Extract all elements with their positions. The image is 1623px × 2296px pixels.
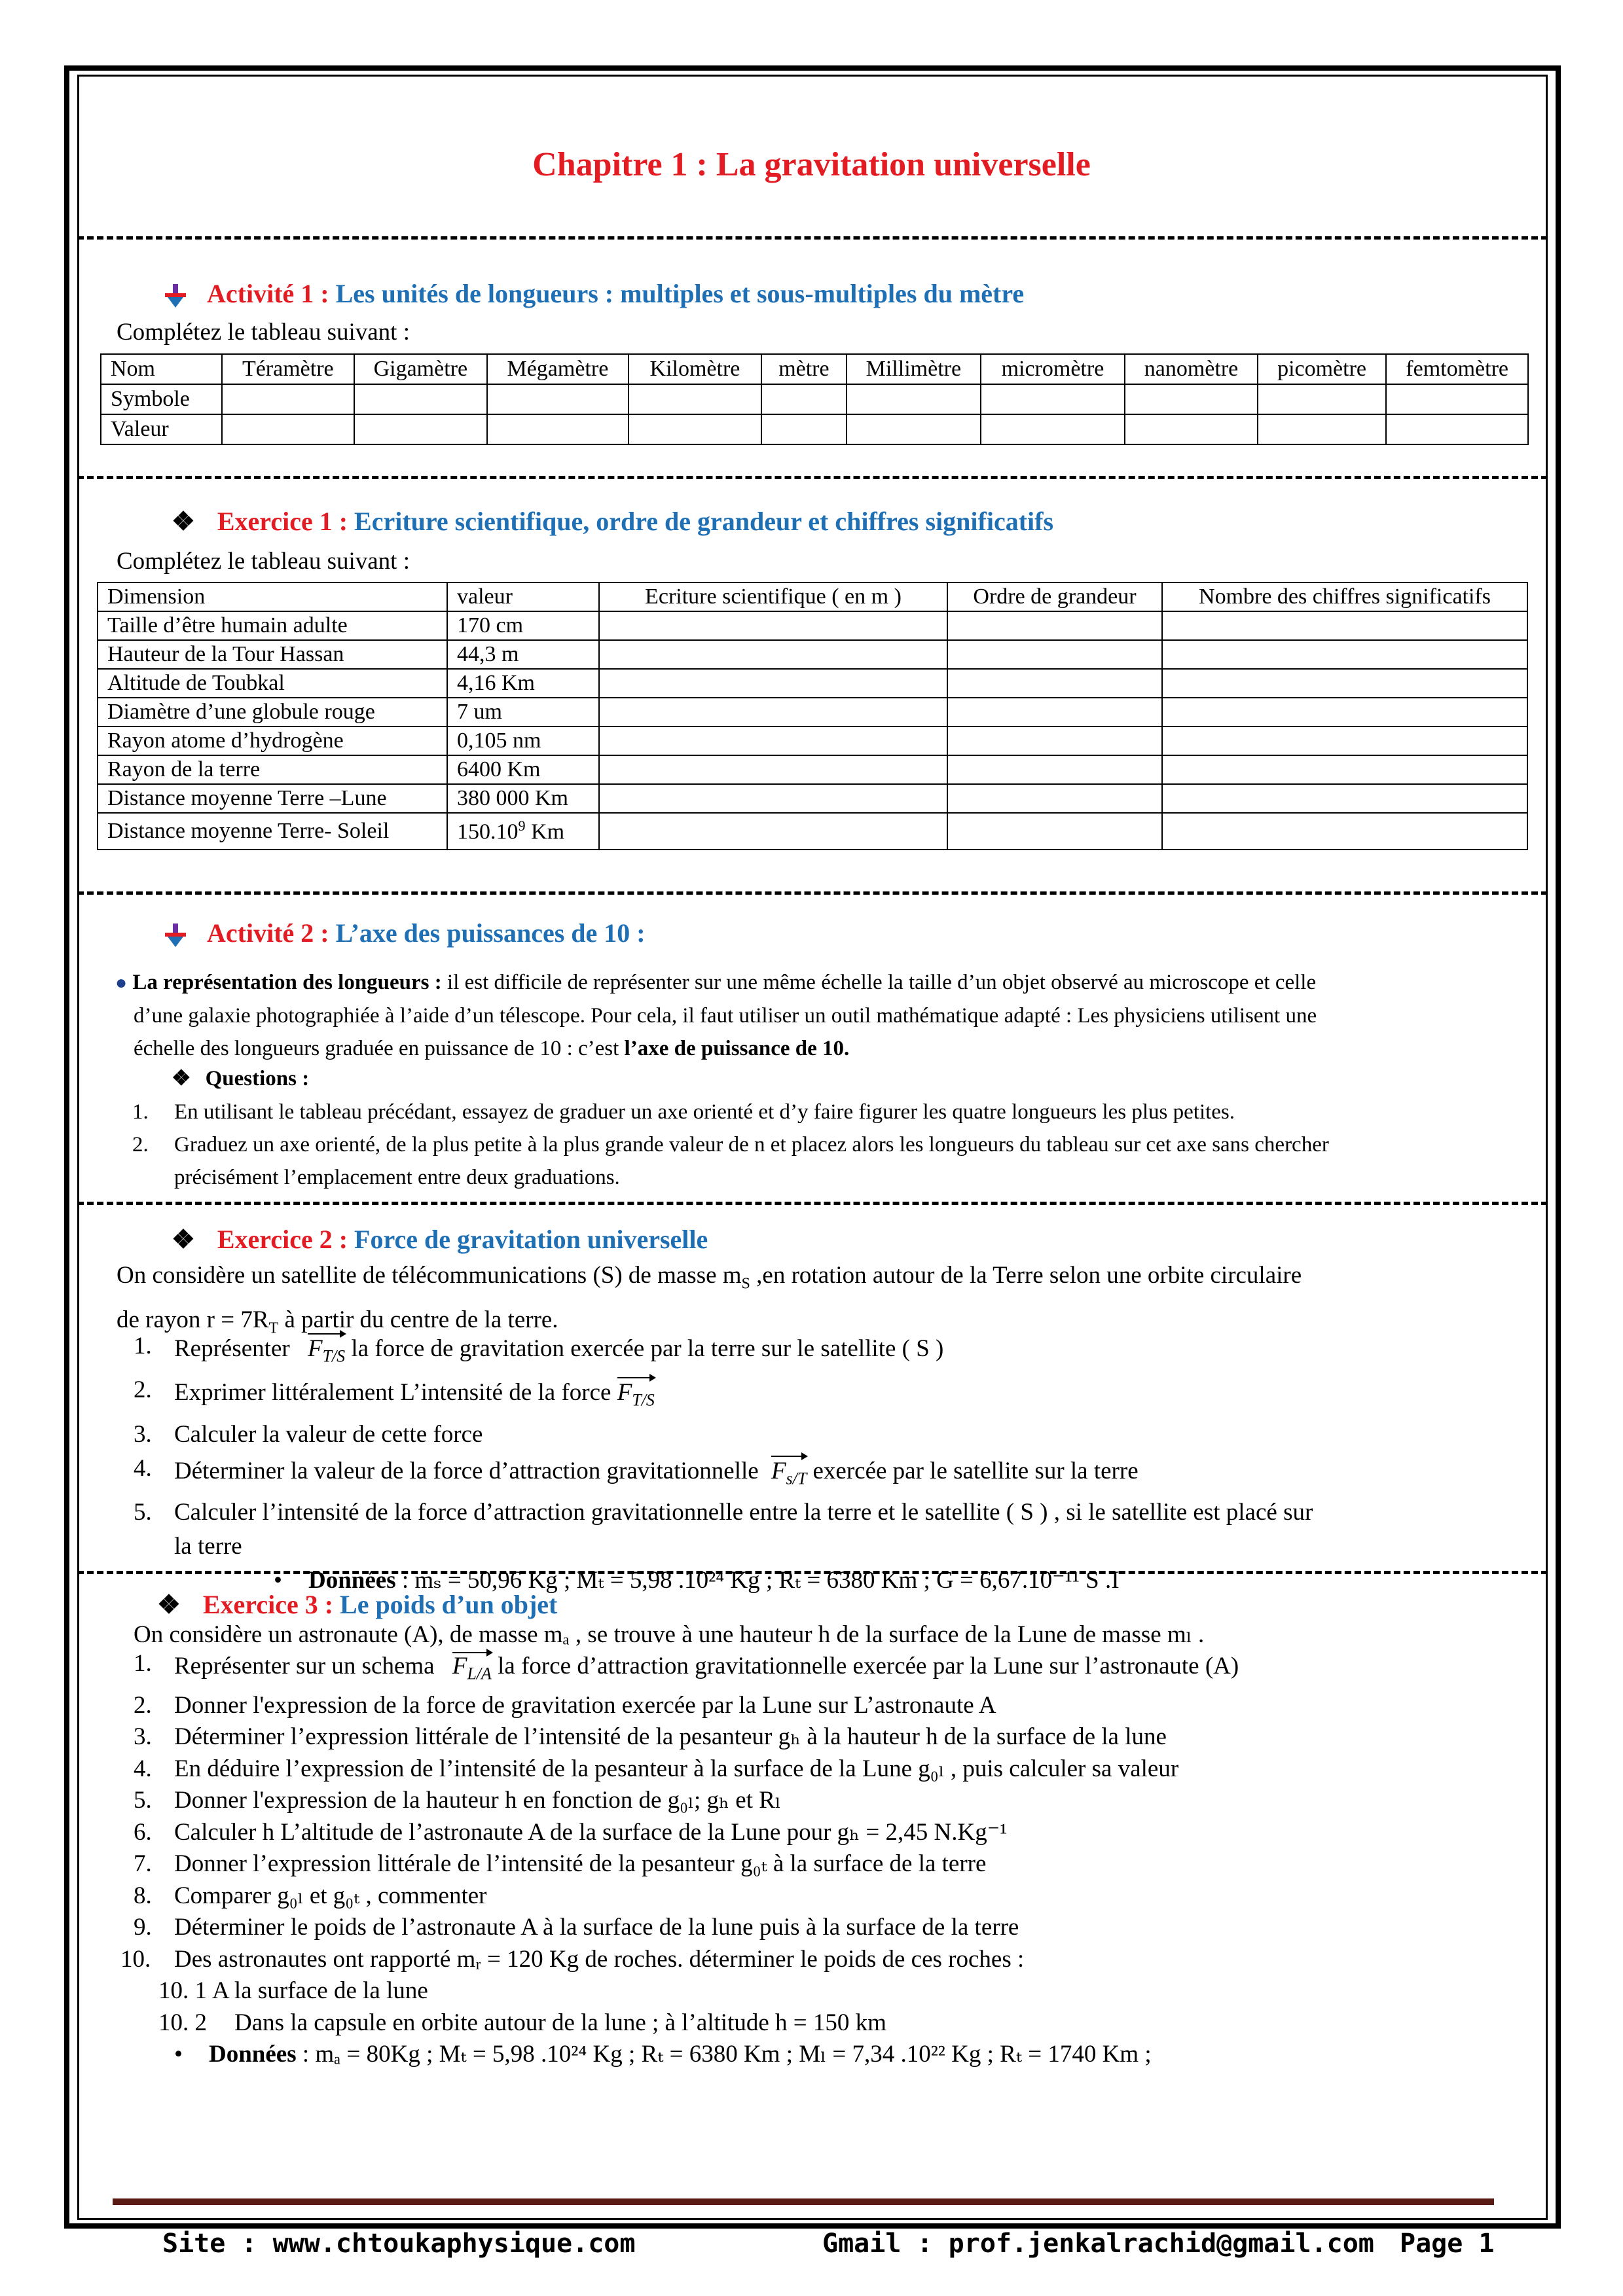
- table-cell: Taille d’être humain adulte: [98, 611, 447, 640]
- table-cell: picomètre: [1258, 354, 1387, 384]
- exercice2-heading: ❖ Exercice 2 : Force de gravitation universelle: [172, 1225, 708, 1254]
- table-cell: 150.10$^9$ Km: [447, 813, 599, 850]
- table-row: [101, 384, 1528, 414]
- questions-label: ❖ Questions :: [172, 1067, 310, 1090]
- diamond-bullet-icon: ❖: [172, 1225, 195, 1254]
- table-cell: 170 cm: [447, 611, 599, 640]
- activite2-heading: Activité 2 : L’axe des puissances de 10 :: [164, 918, 646, 948]
- table-row: [101, 414, 1528, 444]
- table-cell: Distance moyenne Terre- Soleil: [98, 813, 447, 850]
- table-row: [98, 640, 1527, 669]
- table-row: [98, 698, 1527, 726]
- section-separator: [77, 236, 1548, 240]
- table-cell: 7 um: [447, 698, 599, 726]
- table-cell: Rayon de la terre: [98, 755, 447, 784]
- diamond-bullet-icon: ❖: [172, 1067, 191, 1090]
- force-vector-la: $F_{L/A}$: [452, 1648, 492, 1690]
- exercice2-questions: 1. Représenter $F_{T/S}$ la force de gravitation exercée par la terre sur le satellite ( S ) 2. Exprimer littéralement L’intensité de la force $F_{T/S}$ 3. Calculer la valeur de cette force 4. Déterminer la valeur de la force d’attraction gravitationnelle $F_{s/T}$ exercée par le satellite sur la terre 5. Calculer l’intensité de la force d’attraction gravitationnelle entre la terre et le satellite ( S ) , si le satellite est placé sur la terre • Données : mₛ = 50,96 Kg ; Mₜ = 5,98 .10²⁴ Kg ; Rₜ = 6380 Km ; G = 6,67.10⁻¹¹ S .I: [174, 1329, 1313, 1598]
- exercice3-heading: ❖ Exercice 3 : Le poids d’un objet: [157, 1590, 558, 1619]
- table-cell: Millimètre: [847, 354, 981, 384]
- activite1-instruction: Complétez le tableau suivant :: [117, 319, 410, 346]
- table-cell: Distance moyenne Terre –Lune: [98, 784, 447, 813]
- footer-gmail: Gmail : prof.jenkalrachid@gmail.com: [822, 2229, 1374, 2259]
- column-header: Dimension: [98, 583, 447, 611]
- column-header: Ordre de grandeur: [947, 583, 1162, 611]
- table-row: [101, 354, 1528, 384]
- bullet-dot-icon: •: [274, 1567, 282, 1594]
- footer-page-number: Page 1: [1400, 2229, 1495, 2259]
- force-vector-ts: $F_{T/S}$: [617, 1373, 655, 1417]
- table-cell: nanomètre: [1125, 354, 1258, 384]
- table-cell: Altitude de Toubkal: [98, 669, 447, 698]
- table-header-row: [98, 583, 1527, 611]
- exercice3-questions: 1. Représenter sur un schema $F_{L/A}$ la force d’attraction gravitationnelle exercée par la Lune sur l’astronaute (A) 2. Donner l'expression de la force de gravitation exercée par la Lune sur L’astronaute A 3. Déterminer l’expression littérale de l’intensité de la pesanteur gₕ à la hauteur h de la surface de la lune 4. En déduire l’expression de l’intensité de la pesanteur à la surface de la Lune g₀ₗ , puis calculer sa valeur 5. Donner l'expression de la hauteur h en fonction de g₀ₗ; gₕ et Rₗ 6. Calculer h L’altitude de l’astronaute A de la surface de la Lune pour gₕ = 2,45 N.Kg⁻¹ 7. Donner l’expression littérale de l’intensité de la pesanteur g₀ₜ à la surface de la terre 8. Comparer g₀ₗ et g₀ₜ , commenter 9. Déterminer le poids de l’astronaute A à la surface de la lune puis à la surface de la terre 10. Des astronautes ont rapporté mᵣ = 120 Kg de roches. déterminer le poids de ces roches : 10. 1 A la surface de la lune 10. 2 Dans la capsule en orbite autour de la lune ; à l’altitude h = 150 km • Données : mₐ = 80Kg ; Mₜ = 5,98 .10²⁴ Kg ; Rₜ = 6380 Km ; Mₗ = 7,34 .10²² Kg ; Rₜ = 1740 Km ;: [174, 1648, 1239, 2071]
- diamond-bullet-icon: ❖: [157, 1590, 181, 1619]
- diamond-bullet-icon: ❖: [172, 507, 195, 536]
- exercice2-intro: On considère un satellite de télécommunications (S) de masse $m_S$ ,en rotation autour de la Terre selon une orbite circulaire de rayon $r = 7R_T$ à partir du centre de la terre.: [117, 1262, 1302, 1337]
- table-cell: Hauteur de la Tour Hassan: [98, 640, 447, 669]
- force-vector-st: $F_{s/T}$: [771, 1452, 807, 1496]
- activite2-paragraph: ● La représentation des longueurs : il est difficile de représenter sur une même échelle la taille d’un objet observé au microscope et celle d’une galaxie photographiée à l’aide d’un télescope. Pour cela, il faut utiliser un outil mathématique adapté : Les physiciens utilisent une échelle des longueurs graduée en puissance de 10 : c’est l’axe de puissance de 10.: [115, 971, 1317, 1060]
- exercice1-instruction: Complétez le tableau suivant :: [117, 548, 410, 575]
- row-label-valeur: Valeur: [101, 414, 222, 444]
- page-title: Chapitre 1 : La gravitation universelle: [532, 146, 1091, 183]
- dimensions-table: [97, 582, 1528, 850]
- table-cell: 44,3 m: [447, 640, 599, 669]
- table-cell: Téramètre: [222, 354, 355, 384]
- arrow-down-icon: [164, 284, 187, 309]
- table-row: [98, 726, 1527, 755]
- force-vector-ts: $F_{T/S}$: [308, 1329, 345, 1373]
- table-cell: Mégamètre: [487, 354, 629, 384]
- section-separator: [77, 476, 1548, 479]
- section-separator: [77, 1202, 1548, 1205]
- exercice1-heading: ❖ Exercice 1 : Ecriture scientifique, ordre de grandeur et chiffres significatifs: [172, 507, 1054, 536]
- table-row: [98, 611, 1527, 640]
- bullet-dot-icon: ●: [115, 972, 128, 994]
- column-header: Nombre des chiffres significatifs: [1162, 583, 1527, 611]
- table-cell: 0,105 nm: [447, 726, 599, 755]
- table-cell: Rayon atome d’hydrogène: [98, 726, 447, 755]
- table-cell: Diamètre d’une globule rouge: [98, 698, 447, 726]
- table-row: [98, 669, 1527, 698]
- units-table: [100, 353, 1529, 445]
- table-cell: 4,16 Km: [447, 669, 599, 698]
- table-cell: femtomètre: [1386, 354, 1528, 384]
- activite2-questions: 1. En utilisant le tableau précédant, essayez de graduer un axe orienté et d’y faire figurer les quatre longueurs les plus petites. 2. Graduez un axe orienté, de la plus petite à la plus grande valeur de n et placez alors les longueurs du tableau sur cet axe sans chercher précisément l’emplacement entre deux graduations.: [132, 1100, 1329, 1189]
- activite1-heading: Activité 1 : Les unités de longueurs : multiples et sous-multiples du mètre: [164, 278, 1024, 309]
- row-label-symbole: Symbole: [101, 384, 222, 414]
- table-cell: 380 000 Km: [447, 784, 599, 813]
- table-row: [98, 813, 1527, 850]
- footer-rule: [113, 2198, 1494, 2205]
- table-cell: Gigamètre: [354, 354, 487, 384]
- bullet-dot-icon: •: [174, 2041, 183, 2068]
- table-cell: micromètre: [981, 354, 1125, 384]
- table-cell: mètre: [761, 354, 847, 384]
- exercice3-intro: On considère un astronaute (A), de masse mₐ , se trouve à une hauteur h de la surface de la Lune de masse mₗ .: [134, 1621, 1205, 1648]
- column-header: valeur: [447, 583, 599, 611]
- column-header: Ecriture scientifique ( en m ): [599, 583, 947, 611]
- footer-site: Site : www.chtoukaphysique.com: [162, 2229, 636, 2259]
- table-cell: Kilomètre: [629, 354, 761, 384]
- table-cell: 6400 Km: [447, 755, 599, 784]
- arrow-down-icon: [164, 924, 187, 948]
- row-label-nom: Nom: [101, 354, 222, 384]
- table-row: [98, 784, 1527, 813]
- table-row: [98, 755, 1527, 784]
- section-separator: [77, 1571, 1548, 1574]
- section-separator: [77, 891, 1548, 895]
